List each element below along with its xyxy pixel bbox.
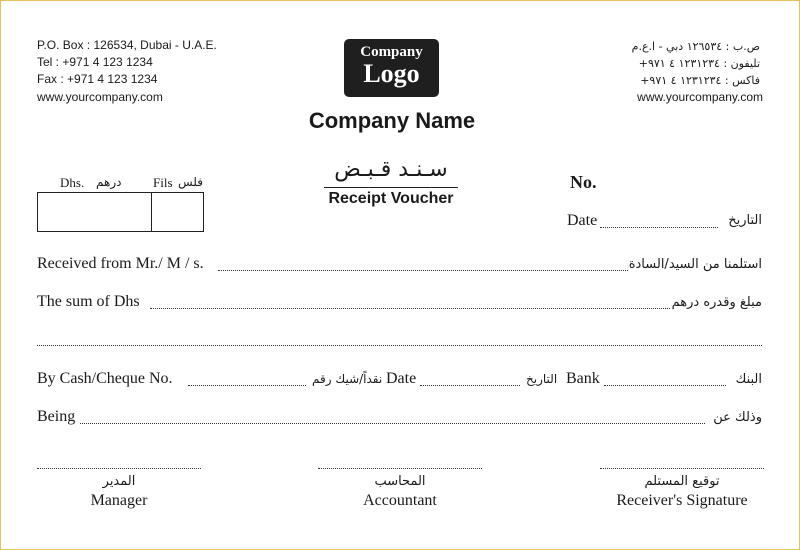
fils-label: Fils: [153, 175, 173, 190]
bank-field[interactable]: [604, 385, 726, 386]
dhs-label-ar: درهم: [96, 175, 122, 189]
voucher-no-label: No.: [570, 172, 597, 192]
cheque-no-field[interactable]: [188, 385, 306, 386]
amount-box-divider: [151, 192, 152, 232]
received-from-field[interactable]: [218, 270, 628, 271]
accountant-label: Accountant: [363, 492, 437, 509]
voucher-title-underline: [324, 187, 458, 188]
sum-of-continuation-field[interactable]: [37, 345, 762, 346]
dhs-label: Dhs.: [60, 175, 85, 190]
address-website: www.yourcompany.com: [37, 90, 163, 104]
date-label: Date: [567, 212, 598, 229]
manager-signature-line[interactable]: [37, 468, 201, 469]
accountant-signature-line[interactable]: [318, 468, 482, 469]
address-ar-website: www.yourcompany.com: [637, 90, 763, 104]
logo-line-company: Company: [360, 44, 423, 60]
date-field[interactable]: [600, 227, 718, 228]
voucher-title-ar: سـنـد قـبـض: [334, 157, 448, 182]
being-field[interactable]: [80, 423, 705, 424]
address-fax: Fax : +971 4 123 1234: [37, 72, 158, 86]
cheque-date-label-ar: التاريخ: [526, 372, 558, 386]
manager-label-ar: المدير: [102, 474, 136, 489]
receiver-signature-line[interactable]: [600, 468, 764, 469]
accountant-label-ar: المحاسب: [374, 474, 426, 489]
company-logo: [344, 39, 439, 97]
received-from-label: Received from Mr./ M / s.: [37, 255, 204, 272]
cheque-date-label: Date: [386, 370, 417, 387]
address-ar-fax: فاكس : ١٢٣١٢٣٤ ٤ ٩٧١+: [640, 74, 760, 87]
date-label-ar: التاريخ: [728, 213, 762, 228]
fils-label-ar: فلس: [178, 175, 204, 189]
address-pobox: P.O. Box : 126534, Dubai - U.A.E.: [37, 38, 217, 52]
sum-of-field[interactable]: [150, 308, 670, 309]
bank-label-ar: البنك: [735, 372, 762, 387]
by-cash-cheque-label: By Cash/Cheque No.: [37, 370, 173, 387]
sum-of-label: The sum of Dhs: [37, 293, 140, 310]
amount-box-dhs[interactable]: [37, 192, 204, 232]
cheque-date-field[interactable]: [420, 385, 520, 386]
manager-label: Manager: [90, 492, 148, 509]
address-ar-pobox: ص.ب : ١٢٦٥٣٤ دبي - ا.ع.م: [631, 40, 760, 53]
address-tel: Tel : +971 4 123 1234: [37, 55, 153, 69]
being-label: Being: [37, 408, 76, 425]
logo-line-logo: Logo: [363, 59, 420, 88]
receiver-label-ar: توقيع المستلم: [644, 474, 720, 489]
being-label-ar: وذلك عن: [713, 410, 762, 425]
receiver-signature-label: Receiver's Signature: [616, 492, 748, 509]
company-name: Company Name: [308, 108, 476, 133]
bank-label: Bank: [566, 370, 600, 387]
received-from-label-ar: استلمنا من السيد/السادة: [628, 257, 762, 272]
by-cash-cheque-label-ar: نقداً/شيك رقم: [312, 372, 383, 386]
sum-of-label-ar: مبلغ وقدره درهم: [671, 295, 762, 310]
voucher-title-en: Receipt Voucher: [328, 190, 454, 207]
address-ar-tel: تليفون : ١٢٣١٢٣٤ ٤ ٩٧١+: [638, 57, 760, 70]
